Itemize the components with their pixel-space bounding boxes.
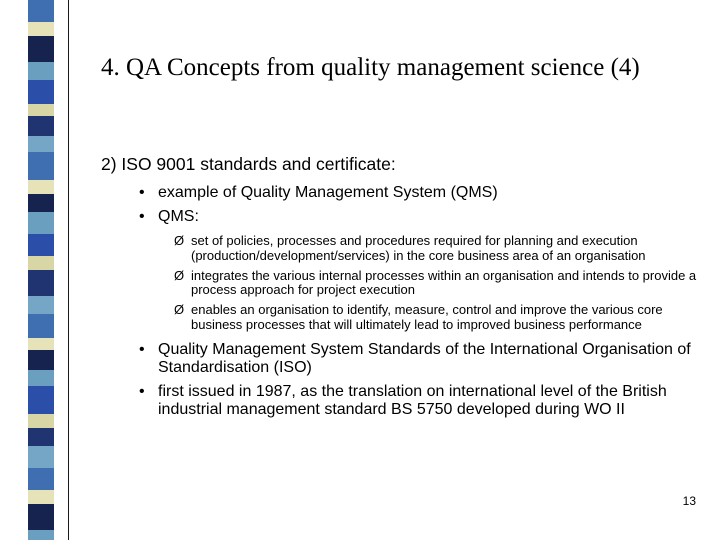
stripe-block (28, 338, 54, 350)
bullet-item (101, 208, 701, 226)
stripe-block (28, 212, 54, 234)
stripe-block (28, 386, 54, 414)
bullet-text: Quality Management System Standards of the International Organisation of Standardisation (ISO) (158, 340, 691, 376)
sub-bullet-item (101, 234, 701, 264)
slide-title: 4. QA Concepts from quality management science (4) (101, 54, 640, 81)
subheading: 2) ISO 9001 standards and certificate: (101, 154, 396, 174)
stripe-block (28, 350, 54, 370)
decorative-stripe (28, 0, 54, 540)
stripe-block (28, 22, 54, 36)
arrow-bullet-icon: Ø (174, 233, 185, 248)
stripe-block (28, 504, 54, 530)
bullet-text: example of Quality Management System (QMS) (158, 184, 498, 201)
page-number: 13 (682, 494, 696, 508)
arrow-bullet-icon: Ø (174, 267, 185, 283)
bullet-item (101, 184, 701, 202)
slide-body (101, 153, 701, 425)
stripe-block (28, 116, 54, 136)
bullet-text: first issued in 1987, as the translation on international level of the British industrial management standard BS 5750 developed during WO II (158, 382, 667, 418)
stripe-block (28, 36, 54, 62)
stripe-block (28, 180, 54, 194)
sub-bullet-item (101, 269, 701, 299)
stripe-block (28, 104, 54, 116)
bullet-icon: • (139, 382, 145, 400)
stripe-block (28, 0, 54, 22)
sub-bullet-text: set of policies, processes and procedures required for planning and execution (production/development/services) in the core business area of an organisation (191, 233, 646, 263)
stripe-block (28, 152, 54, 180)
vertical-divider (68, 0, 69, 540)
stripe-block (28, 234, 54, 256)
stripe-block (28, 270, 54, 296)
bullet-text: QMS: (158, 208, 199, 225)
stripe-block (28, 446, 54, 468)
stripe-block (28, 256, 54, 270)
bullet-icon: • (139, 184, 145, 201)
bullet-icon: • (139, 340, 145, 358)
stripe-block (28, 314, 54, 338)
sub-bullet-item (101, 303, 701, 333)
sub-bullet-text: integrates the various internal processes within an organisation and intends to provide a process approach for project execution (191, 267, 697, 298)
stripe-block (28, 194, 54, 212)
bullet-item (101, 341, 701, 377)
arrow-bullet-icon: Ø (174, 302, 185, 318)
stripe-block (28, 428, 54, 446)
stripe-block (28, 530, 54, 540)
bullet-item (101, 383, 701, 419)
bullet-icon: • (139, 208, 145, 225)
stripe-block (28, 136, 54, 152)
stripe-block (28, 490, 54, 504)
stripe-block (28, 80, 54, 104)
stripe-block (28, 296, 54, 314)
sub-bullet-text: enables an organisation to identify, measure, control and improve the various core business processes that will ultimately lead to improved business performance (191, 302, 663, 332)
stripe-block (28, 468, 54, 490)
stripe-block (28, 370, 54, 386)
stripe-block (28, 62, 54, 80)
stripe-block (28, 414, 54, 428)
